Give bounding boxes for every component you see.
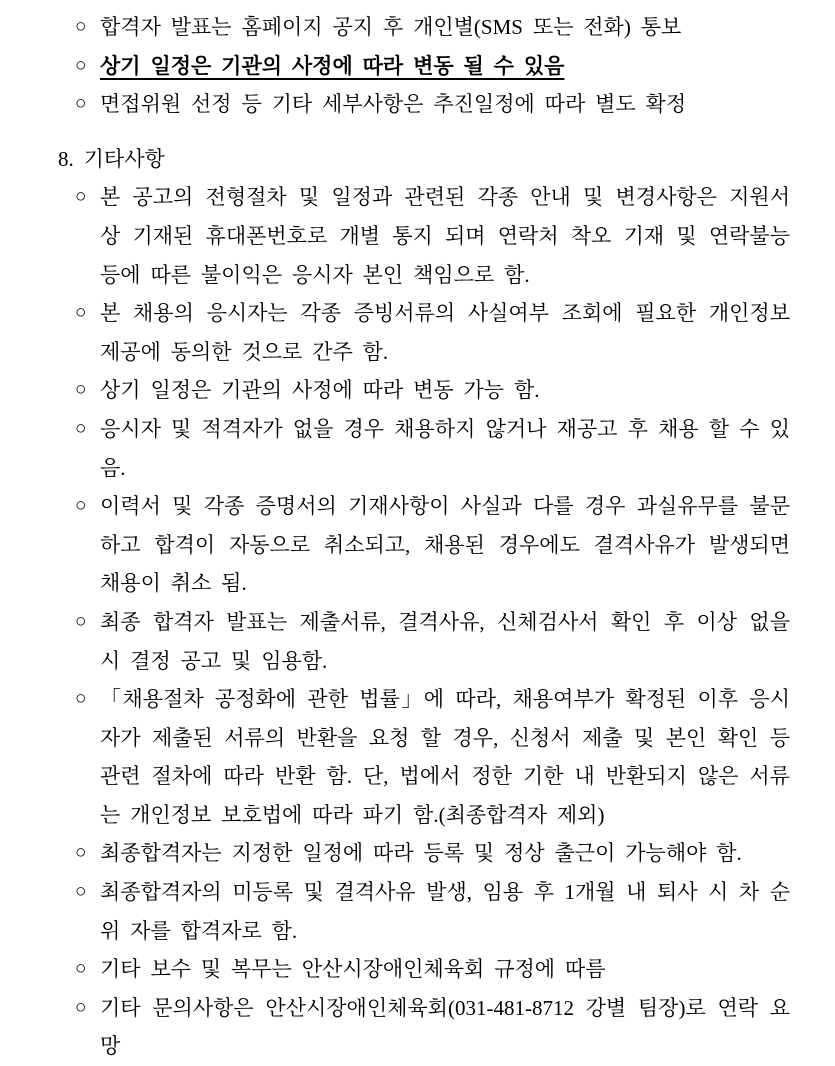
bullet-marker: ○ [75, 379, 87, 401]
bullet-marker: ○ [75, 186, 87, 208]
list-item [58, 603, 790, 680]
bullet-marker: ○ [75, 610, 87, 632]
bullet-text: 기타 보수 및 복무는 안산시장애인체육회 규정에 따름 [100, 957, 606, 982]
bullet-text-emphasized: 상기 일정은 기관의 사정에 따라 변동 될 수 있음 [100, 53, 565, 78]
list-item [58, 873, 790, 950]
list-item [58, 294, 790, 371]
bullet-text: 「채용절차 공정화에 관한 법률」에 따라, 채용여부가 확정된 이후 응시자가 제출된 서류의 반환을 요청 할 경우, 신청서 제출 및 본인 확인 등 관련 절차에 따라 반환 함. 단, 법에서 정한 기한 내 반환되지 않은 서류는 개인정보 보호법에 따라 파기 함.(최종합격자 제외) [100, 687, 790, 827]
bullet-marker: ○ [75, 881, 87, 903]
list-item [58, 410, 790, 487]
bullet-marker: ○ [75, 688, 87, 710]
bullet-text: 본 채용의 응시자는 각종 증빙서류의 사실여부 조회에 필요한 개인정보 제공에 동의한 것으로 간주 함. [100, 301, 790, 364]
section-heading: 8. 기타사항 [58, 146, 165, 171]
list-item [58, 950, 790, 989]
list-item [58, 85, 790, 124]
list-item [58, 487, 790, 603]
list-item-emphasized [58, 47, 790, 86]
bullet-marker: ○ [75, 996, 87, 1018]
list-item [58, 989, 790, 1066]
bullet-marker: ○ [75, 958, 87, 980]
bullet-marker: ○ [75, 302, 87, 324]
list-item [58, 834, 790, 873]
bullet-marker: ○ [75, 16, 87, 37]
bullet-marker: ○ [75, 93, 87, 115]
bullet-text: 합격자 발표는 홈페이지 공지 후 개인별(SMS 또는 전화) 통보 [100, 15, 682, 39]
bullet-marker: ○ [75, 417, 87, 439]
bullet-text: 기타 문의사항은 안산시장애인체육회(031-481-8712 강별 팀장)로 연락 요망 [100, 995, 790, 1059]
bullet-text: 상기 일정은 기관의 사정에 따라 변동 가능 함. [100, 378, 540, 403]
bullet-text: 최종합격자는 지정한 일정에 따라 등록 및 정상 출근이 가능해야 함. [100, 841, 742, 866]
bullet-text: 최종 합격자 발표는 제출서류, 결격사유, 신체검사서 확인 후 이상 없을 시 결정 공고 및 임용함. [100, 609, 790, 673]
bullet-text: 응시자 및 적격자가 없을 경우 채용하지 않거나 재공고 후 채용 할 수 있음. [100, 416, 790, 480]
bullet-marker: ○ [75, 842, 87, 864]
bullet-text: 이력서 및 각종 증명서의 기재사항이 사실과 다를 경우 과실유무를 불문하고 합격이 자동으로 취소되고, 채용된 경우에도 결격사유가 발생되면 채용이 취소 됨. [100, 494, 790, 596]
list-item [58, 8, 790, 47]
bullet-marker: ○ [75, 54, 87, 76]
list-item [58, 680, 790, 834]
list-item [58, 178, 790, 294]
bullet-text: 면접위원 선정 등 기타 세부사항은 추진일정에 따라 별도 확정 [100, 92, 687, 117]
bullet-text: 본 공고의 전형절차 및 일정과 관련된 각종 안내 및 변경사항은 지원서 상 기재된 휴대폰번호로 개별 통지 되며 연락처 착오 기재 및 연락불능 등에 따른 불이익은 응시자 본인 책임으로 함. [100, 185, 790, 287]
bullet-marker: ○ [75, 495, 87, 517]
list-item [58, 371, 790, 410]
bullet-text: 최종합격자의 미등록 및 결격사유 발생, 임용 후 1개월 내 퇴사 시 차 순위 자를 합격자로 함. [100, 880, 790, 943]
